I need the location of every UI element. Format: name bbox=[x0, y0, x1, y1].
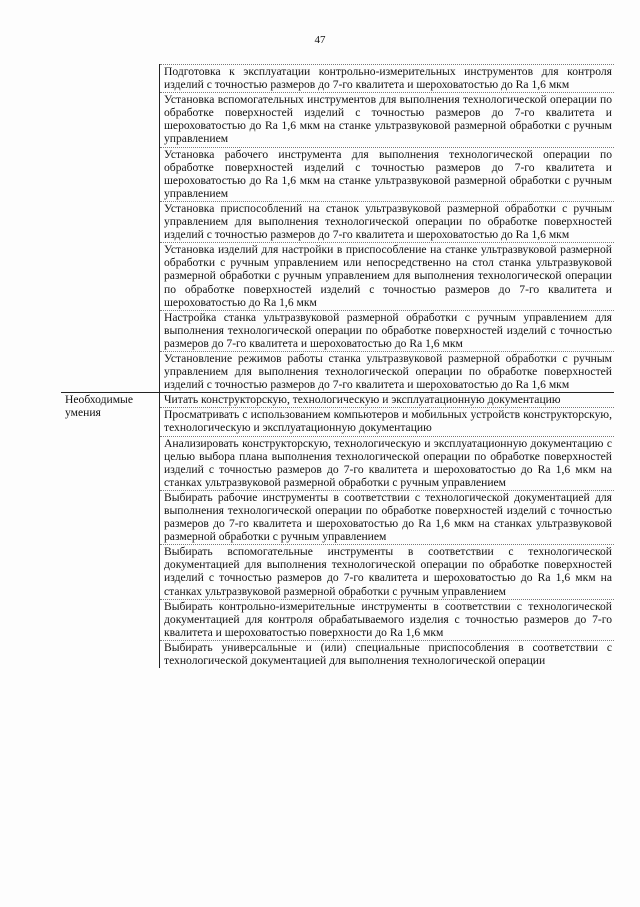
section-label-empty bbox=[61, 243, 160, 310]
skill-item: Выбирать рабочие инструменты в соответствии с технологической документацией для выполнения технологической операции по обработке поверхностей изделий с точностью размеров до 7-го квалитета и шероховатостью до Ra 1,6 мкм на станках ультразвуковой размерной обработки с ручным управлением bbox=[160, 490, 615, 544]
skill-item: Просматривать с использованием компьютеров и мобильных устройств конструкторскую, технологическую и эксплуатационную документацию bbox=[160, 408, 615, 436]
labor-action-item: Подготовка к эксплуатации контрольно-измерительных инструментов для контроля изделий с точностью размеров до 7-го квалитета и шероховатостью до Ra 1,6 мкм bbox=[160, 65, 615, 93]
table-row bbox=[61, 93, 614, 147]
section-label-empty bbox=[61, 65, 160, 93]
skills-section-label: Необходимые умения bbox=[61, 393, 160, 668]
labor-action-item: Настройка станка ультразвуковой размерной обработки с ручным управлением для выполнения технологической операции по обработке поверхностей изделий с точностью размеров до 7-го квалитета и шероховатостью до Ra 1,6 мкм bbox=[160, 310, 615, 351]
skill-item: Читать конструкторскую, технологическую и эксплуатационную документацию bbox=[160, 393, 615, 408]
table-row bbox=[61, 310, 614, 351]
section-label-empty bbox=[61, 93, 160, 147]
table-row bbox=[61, 201, 614, 242]
section-label-empty bbox=[61, 147, 160, 201]
skill-item: Выбирать вспомогательные инструменты в соответствии с технологической документацией для выполнения технологической операции по обработке поверхностей изделий с точностью размеров до 7-го квалитета и шероховатостью до Ra 1,6 мкм на станках ультразвуковой размерной обработки с ручным управлением bbox=[160, 545, 615, 599]
requirements-table bbox=[61, 64, 614, 668]
skill-item: Выбирать контрольно-измерительные инструменты в соответствии с технологической документацией для контроля обрабатываемого изделия с точностью размеров до 7-го квалитета и шероховатостью поверхности до Ra 1,6 мкм bbox=[160, 599, 615, 640]
labor-action-item: Установка изделий для настройки в приспособление на станке ультразвуковой размерной обработки с ручным управлением или непосредственно на стол станка ультразвуковой размерной обработки с ручным управлением для выполнения технологической операции по обработке поверхностей изделий с точностью размеров до 7-го квалитета и шероховатостью до Ra 1,6 мкм bbox=[160, 243, 615, 310]
skill-item: Анализировать конструкторскую, технологическую и эксплуатационную документацию с целью выбора плана выполнения технологической операции по обработке поверхностей изделий с точностью размеров до 7-го квалитета и шероховатостью до Ra 1,6 мкм на станках ультразвуковой размерной обработки с ручным управлением bbox=[160, 436, 615, 490]
table-row bbox=[61, 243, 614, 310]
labor-action-item: Установка вспомогательных инструментов для выполнения технологической операции по обработке поверхностей изделий с точностью размеров до 7-го квалитета и шероховатостью до Ra 1,6 мкм на станке ультразвуковой размерной обработки с ручным управлением bbox=[160, 93, 615, 147]
labor-action-item: Установка приспособлений на станок ультразвуковой размерной обработки с ручным управлением для выполнения технологической операции по обработке поверхностей изделий с точностью размеров до 7-го квалитета и шероховатостью до Ra 1,6 мкм bbox=[160, 201, 615, 242]
section-label-empty bbox=[61, 310, 160, 351]
labor-action-item: Установление режимов работы станка ультразвуковой размерной обработки с ручным управлением для выполнения технологической операции по обработке поверхностей изделий с точностью размеров до 7-го квалитета и шероховатостью до Ra 1,6 мкм bbox=[160, 351, 615, 392]
page-number: 47 bbox=[314, 34, 326, 46]
skill-item: Выбирать универсальные и (или) специальные приспособления в соответствии с технологической документацией для выполнения технологической операции bbox=[164, 640, 612, 668]
table-row bbox=[61, 147, 614, 201]
section-label-empty bbox=[61, 351, 160, 392]
labor-action-item: Установка рабочего инструмента для выполнения технологической операции по обработке поверхностей изделий с точностью размеров до 7-го квалитета и шероховатостью до Ra 1,6 мкм на станке ультразвуковой размерной обработки с ручным управлением bbox=[160, 147, 615, 201]
section-label-empty bbox=[61, 201, 160, 242]
table-row bbox=[61, 65, 614, 93]
table-row bbox=[61, 393, 614, 408]
table-row bbox=[61, 351, 614, 392]
